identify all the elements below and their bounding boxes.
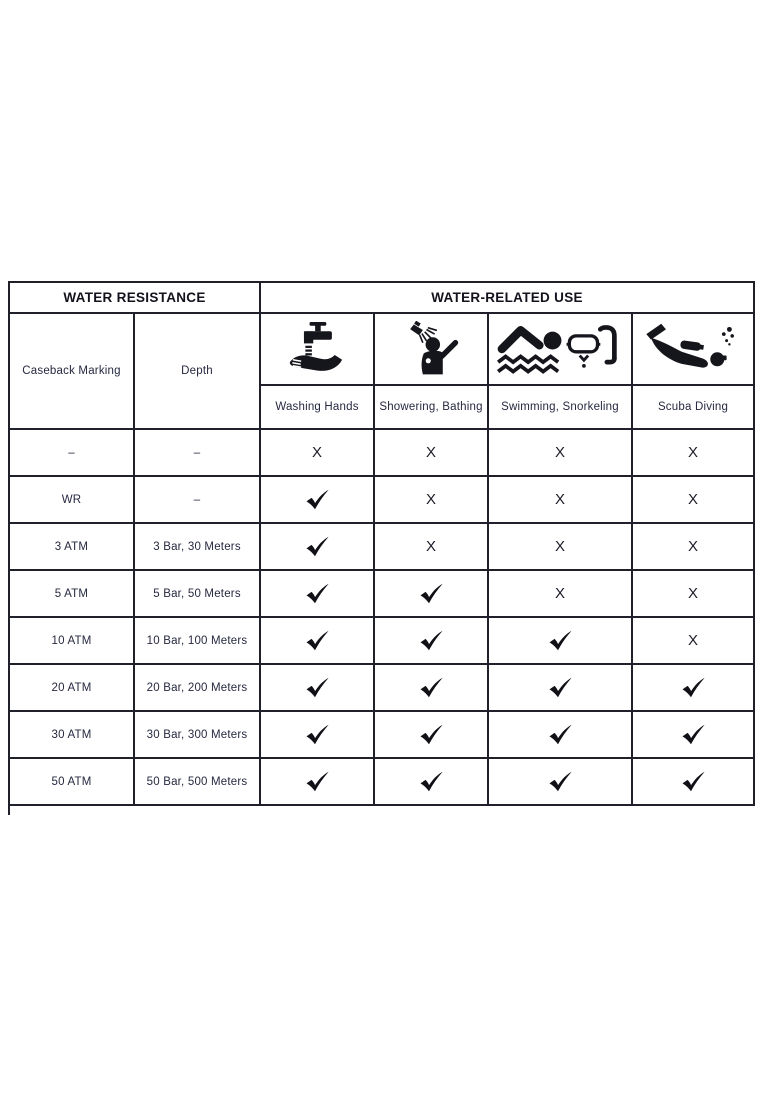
x-mark: X: [688, 491, 699, 508]
table-edge-artifact: [8, 806, 10, 815]
washing-hands-icon-cell: [260, 313, 374, 385]
scuba-icon-cell: [632, 313, 754, 385]
swimming-icon-cell: [488, 313, 632, 385]
check-icon: [304, 677, 330, 698]
water-resistance-table: [8, 281, 753, 806]
check-icon: [304, 583, 330, 604]
check-icon: [547, 630, 573, 651]
scuba-diving-label: Scuba Diving: [632, 385, 754, 429]
use-cell: [374, 570, 488, 617]
depth-cell: –: [134, 429, 260, 476]
use-cell: [632, 758, 754, 805]
check-icon: [418, 677, 444, 698]
use-cell: [488, 476, 632, 523]
table-row: [9, 758, 754, 805]
check-icon: [547, 677, 573, 698]
marking-cell: –: [9, 429, 134, 476]
showering-icon-cell: [374, 313, 488, 385]
use-cell: [260, 711, 374, 758]
scuba-diver-icon: [644, 321, 742, 377]
check-icon: [547, 771, 573, 792]
use-cell: [488, 664, 632, 711]
depth-cell: 20 Bar, 200 Meters: [134, 664, 260, 711]
caseback-marking-header: Caseback Marking: [9, 313, 134, 429]
use-cell: [374, 476, 488, 523]
x-mark: X: [554, 491, 565, 508]
use-cell: [632, 476, 754, 523]
check-icon: [304, 630, 330, 651]
x-mark: X: [425, 491, 436, 508]
marking-cell: 20 ATM: [9, 664, 134, 711]
x-mark: X: [688, 585, 699, 602]
marking-cell: 30 ATM: [9, 711, 134, 758]
icon-row: [9, 313, 754, 385]
x-mark: X: [688, 444, 699, 461]
faucet-hand-icon: [285, 322, 349, 376]
depth-cell: 30 Bar, 300 Meters: [134, 711, 260, 758]
title-row: [9, 282, 754, 313]
check-icon: [418, 771, 444, 792]
marking-cell: 3 ATM: [9, 523, 134, 570]
table-row: [9, 429, 754, 476]
showering-bathing-label: Showering, Bathing: [374, 385, 488, 429]
use-cell: [632, 429, 754, 476]
use-cell: [260, 476, 374, 523]
water-resistance-header: WATER RESISTANCE: [9, 282, 260, 313]
x-mark: X: [425, 444, 436, 461]
depth-cell: 5 Bar, 50 Meters: [134, 570, 260, 617]
use-cell: [632, 711, 754, 758]
x-mark: X: [554, 538, 565, 555]
table-row: [9, 523, 754, 570]
table-body: [9, 429, 754, 805]
water-related-use-header: WATER-RELATED USE: [260, 282, 754, 313]
x-mark: X: [311, 444, 322, 461]
x-mark: X: [688, 538, 699, 555]
use-cell: [260, 570, 374, 617]
x-mark: X: [554, 444, 565, 461]
check-icon: [680, 724, 706, 745]
marking-cell: WR: [9, 476, 134, 523]
use-cell: [488, 429, 632, 476]
depth-cell: –: [134, 476, 260, 523]
table-row: [9, 664, 754, 711]
depth-cell: 10 Bar, 100 Meters: [134, 617, 260, 664]
check-icon: [304, 724, 330, 745]
check-icon: [418, 724, 444, 745]
check-icon: [680, 677, 706, 698]
use-cell: [374, 664, 488, 711]
use-cell: [374, 758, 488, 805]
check-icon: [680, 771, 706, 792]
table-row: [9, 617, 754, 664]
shower-person-icon: [402, 321, 460, 377]
table-row: [9, 711, 754, 758]
table: [8, 281, 755, 806]
use-cell: [260, 617, 374, 664]
x-mark: X: [554, 585, 565, 602]
marking-cell: 5 ATM: [9, 570, 134, 617]
use-cell: [632, 617, 754, 664]
use-cell: [374, 429, 488, 476]
check-icon: [304, 771, 330, 792]
depth-header: Depth: [134, 313, 260, 429]
swimmer-snorkel-icon: [494, 319, 626, 379]
use-cell: [632, 664, 754, 711]
use-cell: [374, 523, 488, 570]
check-icon: [304, 536, 330, 557]
marking-cell: 50 ATM: [9, 758, 134, 805]
swimming-snorkeling-label: Swimming, Snorkeling: [488, 385, 632, 429]
use-cell: [632, 523, 754, 570]
use-cell: [374, 711, 488, 758]
x-mark: X: [425, 538, 436, 555]
table-row: [9, 476, 754, 523]
use-cell: [260, 429, 374, 476]
use-cell: [488, 570, 632, 617]
washing-hands-label: Washing Hands: [260, 385, 374, 429]
use-cell: [488, 617, 632, 664]
use-cell: [260, 523, 374, 570]
check-icon: [547, 724, 573, 745]
check-icon: [304, 489, 330, 510]
table-row: [9, 570, 754, 617]
use-cell: [260, 758, 374, 805]
use-cell: [488, 711, 632, 758]
use-cell: [488, 758, 632, 805]
use-cell: [488, 523, 632, 570]
marking-cell: 10 ATM: [9, 617, 134, 664]
use-cell: [632, 570, 754, 617]
x-mark: X: [688, 632, 699, 649]
use-cell: [260, 664, 374, 711]
check-icon: [418, 630, 444, 651]
depth-cell: 3 Bar, 30 Meters: [134, 523, 260, 570]
use-cell: [374, 617, 488, 664]
check-icon: [418, 583, 444, 604]
depth-cell: 50 Bar, 500 Meters: [134, 758, 260, 805]
